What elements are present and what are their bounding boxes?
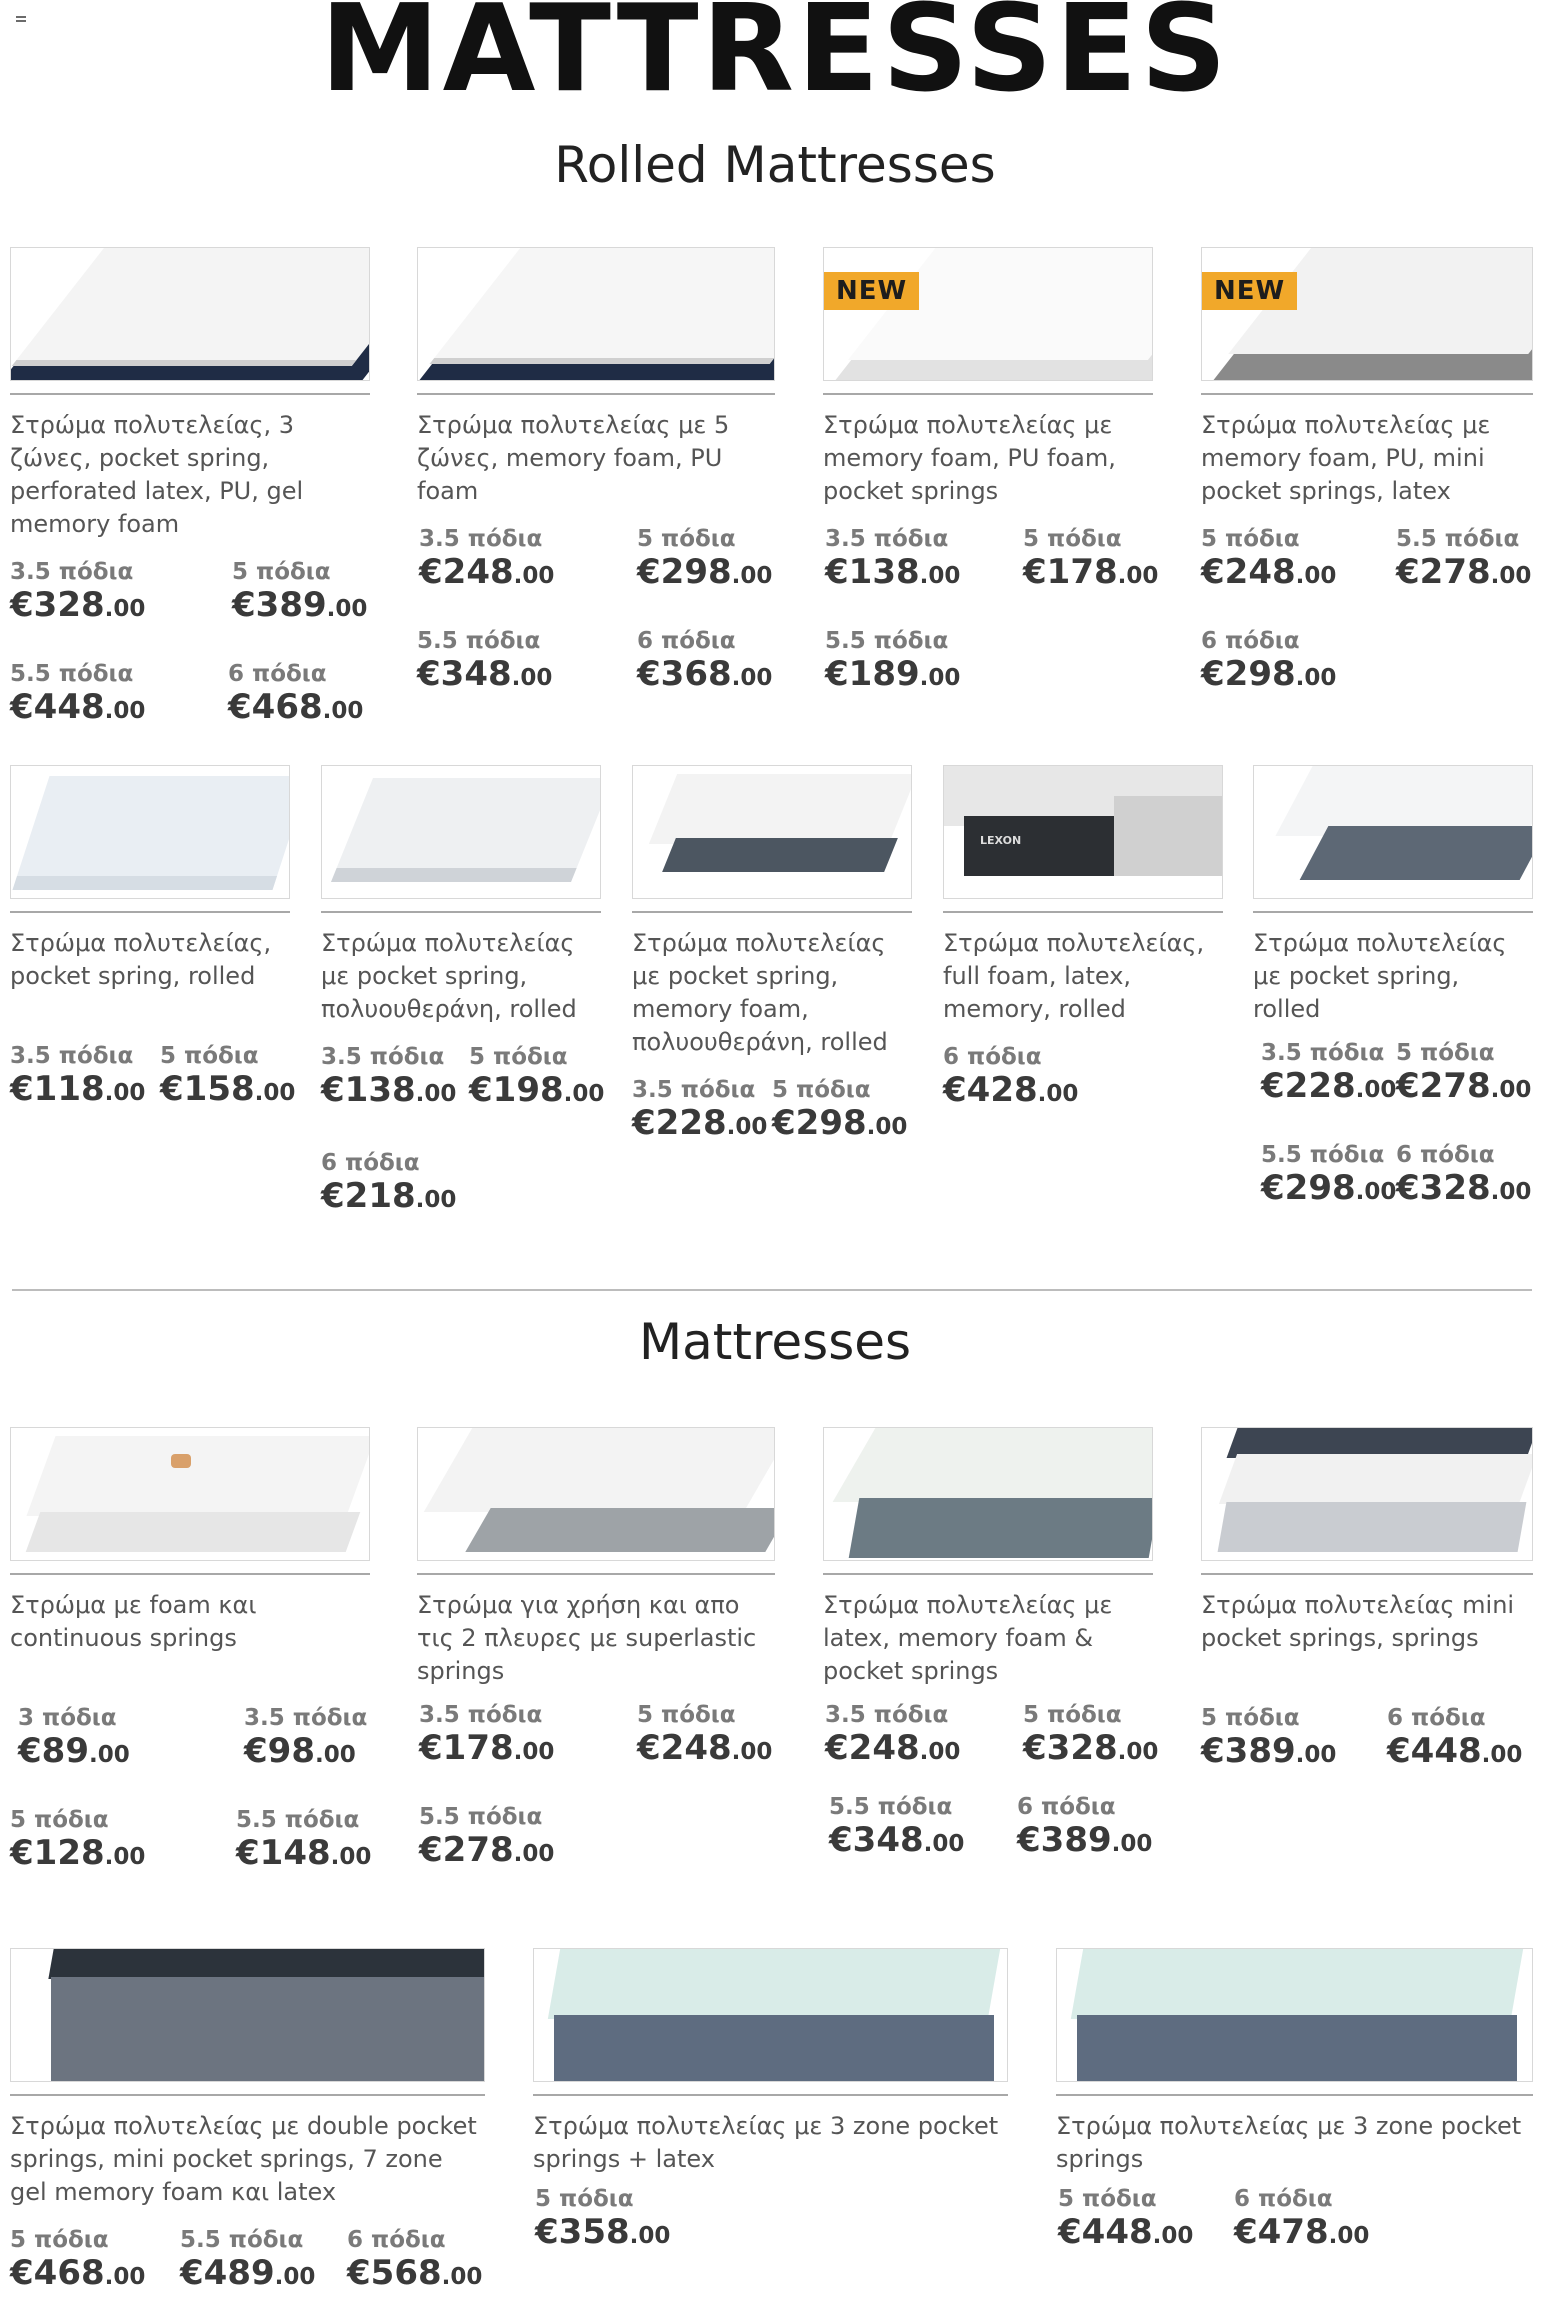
- price-entry: 3.5 πόδια €328.00: [10, 559, 146, 625]
- price-entry: 5 πόδια €198.00: [469, 1044, 605, 1110]
- price-entry: 6 πόδια €428.00: [943, 1044, 1079, 1110]
- price-entry: 5.5 πόδια €278.00: [419, 1804, 555, 1870]
- section-divider: [12, 1289, 1532, 1291]
- product-card[interactable]: [823, 1427, 1159, 1868]
- price-entry: 5 πόδια €178.00: [1023, 526, 1159, 592]
- price-entry: 3.5 πόδια €178.00: [419, 1702, 555, 1768]
- product-description: Στρώμα πολυτελείας με memory foam, PU, mini pocket springs, latex: [1201, 411, 1491, 505]
- product-card[interactable]: [1201, 1427, 1533, 1775]
- product-card[interactable]: [533, 1948, 1008, 2276]
- price-entry: 5 πόδια €468.00: [10, 2227, 146, 2293]
- product-card[interactable]: [10, 247, 370, 727]
- price-entry: 5 πόδια €389.00: [1201, 1705, 1337, 1771]
- price-entry: 6 πόδια €389.00: [1017, 1794, 1153, 1860]
- price-entry: 3.5 πόδια €228.00: [1261, 1040, 1397, 1106]
- price-entry: 6 πόδια €328.00: [1396, 1142, 1532, 1208]
- price-entry: 5.5 πόδια €148.00: [236, 1807, 372, 1873]
- price-entry: 5.5 πόδια €348.00: [829, 1794, 965, 1860]
- page-title: MATTRESSES: [320, 0, 1230, 100]
- price-entry: 3.5 πόδια €248.00: [825, 1702, 961, 1768]
- price-entry: 5 πόδια €389.00: [232, 559, 368, 625]
- product-description: Στρώμα πολυτελείας mini pocket springs, springs: [1201, 1591, 1515, 1652]
- section-title-rolled: Rolled Mattresses: [554, 136, 996, 194]
- price-entry: 5 πόδια €278.00: [1396, 1040, 1532, 1106]
- product-card[interactable]: [321, 765, 605, 1226]
- price-entry: 3.5 πόδια €248.00: [419, 526, 555, 592]
- product-description: Στρώμα πολυτελείας, full foam, latex, memory, rolled: [943, 929, 1205, 1023]
- price-entry: 6 πόδια €368.00: [637, 628, 773, 694]
- price-entry: 3.5 πόδια €228.00: [632, 1077, 768, 1143]
- product-image: [533, 1948, 1008, 2082]
- price-entry: 6 πόδια €448.00: [1387, 1705, 1523, 1771]
- price-entry: 6 πόδια €568.00: [347, 2227, 483, 2293]
- product-image: [10, 1948, 485, 2082]
- product-description: Στρώμα πολυτελείας με 3 zone pocket springs + latex: [533, 2112, 999, 2173]
- product-description: Στρώμα πολυτελείας με 5 ζώνες, memory foam, PU foam: [417, 411, 730, 505]
- product-image: [417, 1427, 775, 1561]
- price-entry: 5 πόδια €248.00: [1201, 526, 1337, 592]
- new-badge: NEW: [1202, 272, 1297, 310]
- product-card[interactable]: [1253, 765, 1533, 1226]
- product-card[interactable]: [823, 247, 1159, 694]
- product-description: Στρώμα πολυτελείας με pocket spring, πολυουθεράνη, rolled: [321, 929, 577, 1023]
- new-badge: NEW: [824, 272, 919, 310]
- product-card[interactable]: [10, 1948, 485, 2309]
- product-description: Στρώμα πολυτελείας με latex, memory foam & pocket springs: [823, 1591, 1113, 1685]
- price-entry: 5.5 πόδια €348.00: [417, 628, 553, 694]
- product-description: Στρώμα πολυτελείας, 3 ζώνες, pocket spring, perforated latex, PU, gel memory foam: [10, 411, 304, 538]
- price-entry: 5 πόδια €328.00: [1023, 1702, 1159, 1768]
- product-card[interactable]: [1201, 247, 1533, 694]
- product-card[interactable]: [417, 1427, 775, 1868]
- product-image: [1253, 765, 1533, 899]
- product-image: [10, 247, 370, 381]
- product-image: [943, 765, 1223, 899]
- price-entry: 3.5 πόδια €138.00: [321, 1044, 457, 1110]
- product-description: Στρώμα πολυτελείας με pocket spring, rolled: [1253, 929, 1507, 1023]
- price-entry: 5.5 πόδια €189.00: [825, 628, 961, 694]
- product-image: [632, 765, 912, 899]
- price-entry: 5 πόδια €358.00: [535, 2186, 671, 2252]
- product-card[interactable]: [417, 247, 775, 694]
- product-card[interactable]: [943, 765, 1223, 1126]
- section-title-mattresses: Mattresses: [638, 1313, 912, 1371]
- product-image: [1056, 1948, 1533, 2082]
- product-card[interactable]: [10, 1427, 372, 1873]
- product-description: Στρώμα πολυτελείας με double pocket springs, mini pocket springs, 7 zone gel memory foam και latex: [10, 2112, 477, 2206]
- product-card[interactable]: [10, 765, 296, 1113]
- product-image: [10, 1427, 370, 1561]
- price-entry: 5 πόδια €248.00: [637, 1702, 773, 1768]
- price-entry: 5 πόδια €128.00: [10, 1807, 146, 1873]
- price-entry: 5 πόδια €298.00: [772, 1077, 908, 1143]
- product-description: Στρώμα πολυτελείας με pocket spring, memory foam, πολυουθεράνη, rolled: [632, 929, 888, 1056]
- brand-label: LEXON: [980, 834, 1022, 847]
- price-entry: 5.5 πόδια €278.00: [1396, 526, 1532, 592]
- product-image: [1201, 247, 1533, 381]
- product-description: Στρώμα πολυτελείας, pocket spring, rolled: [10, 929, 272, 990]
- price-entry: 5 πόδια €158.00: [160, 1043, 296, 1109]
- price-entry: 3 πόδια €89.00: [18, 1705, 130, 1771]
- price-entry: 6 πόδια €468.00: [228, 661, 364, 727]
- price-entry: 5.5 πόδια €489.00: [180, 2227, 316, 2293]
- product-image: [1201, 1427, 1533, 1561]
- product-image: [823, 1427, 1153, 1561]
- product-description: Στρώμα με foam και continuous springs: [10, 1591, 257, 1652]
- price-entry: 6 πόδια €218.00: [321, 1150, 457, 1216]
- product-description: Στρώμα πολυτελείας με memory foam, PU foam, pocket springs: [823, 411, 1116, 505]
- price-entry: 3.5 πόδια €118.00: [10, 1043, 146, 1109]
- product-card[interactable]: [632, 765, 912, 1179]
- price-entry: 6 πόδια €478.00: [1234, 2186, 1370, 2252]
- price-entry: 5 πόδια €448.00: [1058, 2186, 1194, 2252]
- price-entry: 3.5 πόδια €138.00: [825, 526, 961, 592]
- product-image: [321, 765, 601, 899]
- product-image: [417, 247, 775, 381]
- product-card[interactable]: [1056, 1948, 1533, 2276]
- price-entry: 5.5 πόδια €448.00: [10, 661, 146, 727]
- price-entry: 5 πόδια €298.00: [637, 526, 773, 592]
- product-image: [10, 765, 290, 899]
- product-image: [823, 247, 1153, 381]
- price-entry: 6 πόδια €298.00: [1201, 628, 1337, 694]
- price-entry: 3.5 πόδια €98.00: [244, 1705, 368, 1771]
- product-description: Στρώμα για χρήση και απο τις 2 πλευρες με superlastic springs: [417, 1591, 757, 1685]
- product-description: Στρώμα πολυτελείας με 3 zone pocket springs: [1056, 2112, 1522, 2173]
- price-entry: 5.5 πόδια €298.00: [1261, 1142, 1397, 1208]
